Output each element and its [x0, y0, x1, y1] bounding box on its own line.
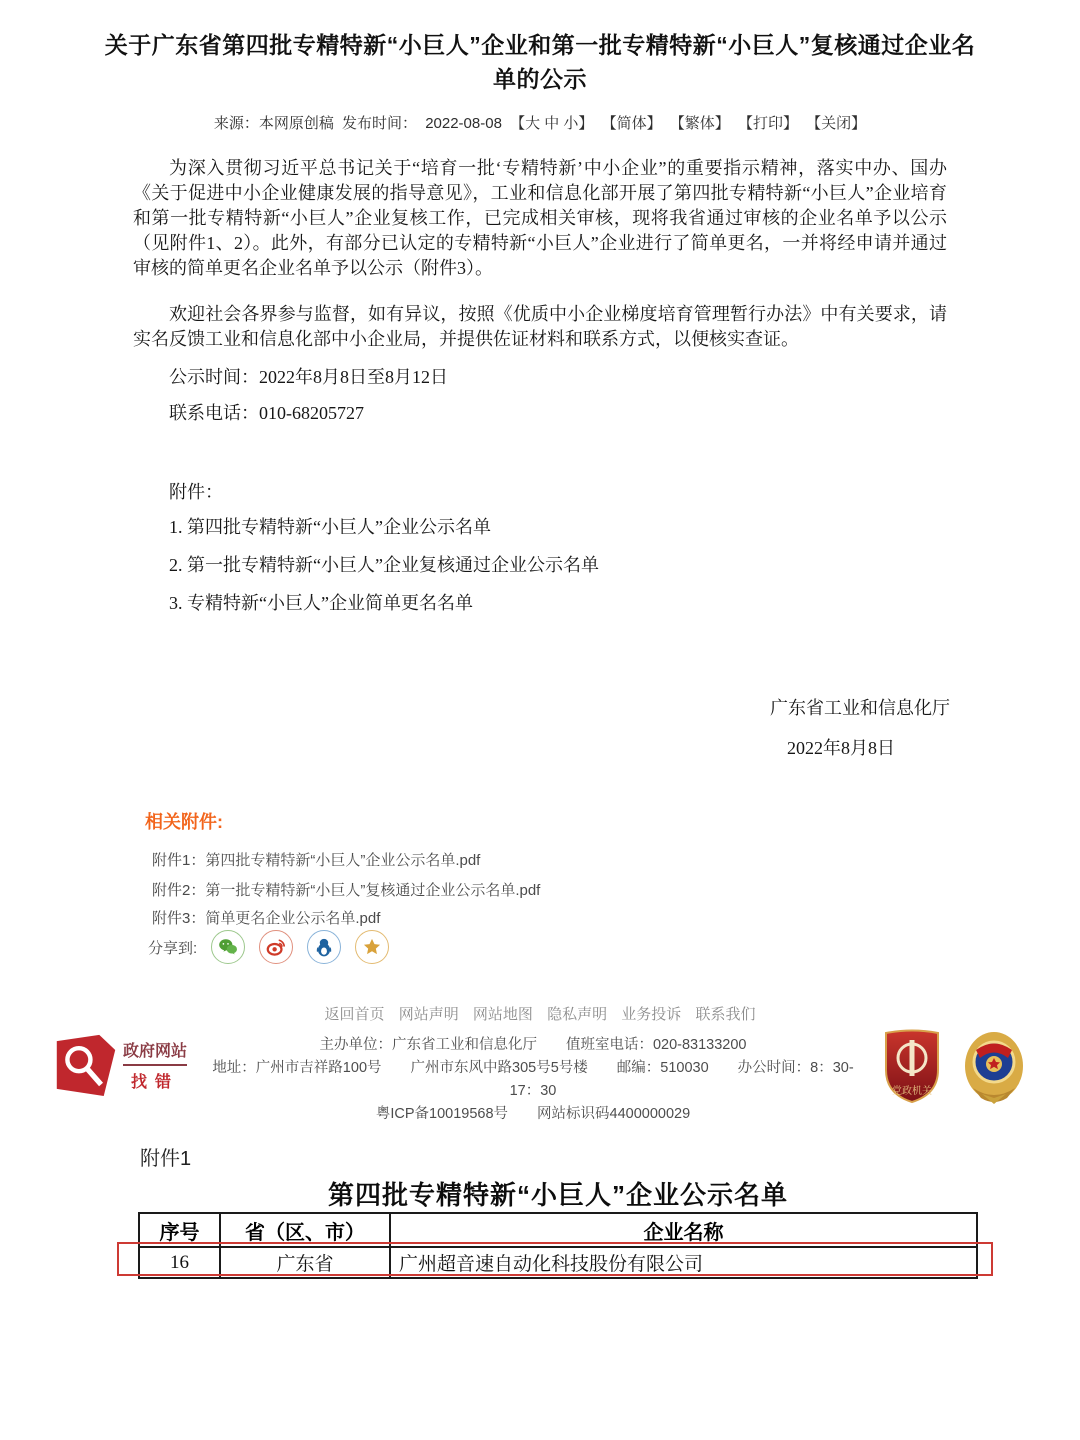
share-label: 分享到:: [148, 939, 198, 957]
footer-nav-contact[interactable]: 联系我们: [695, 1006, 756, 1023]
footer-host-line: 主办单位：广东省工业和信息化厅 值班室电话：020-83133200: [319, 1037, 747, 1053]
footer-address-line: 地址：广州市吉祥路100号 广州市东风中路305号5号楼 邮编：510030 办公时间：8：30-17：30: [212, 1060, 854, 1099]
traditional-button[interactable]: 【繁体】: [669, 115, 730, 132]
finderr-text: [123, 1038, 187, 1092]
weibo-icon: [265, 936, 287, 958]
magnifier-icon: [55, 1034, 117, 1096]
attachment-item-1: 1. 第四批专精特新“小巨人”企业公示名单: [169, 517, 491, 537]
star-icon: [361, 936, 383, 958]
party-government-badge-icon: [883, 1028, 941, 1104]
finderr-line2: 找错: [131, 1074, 180, 1091]
cell-company: 广州超音速自动化科技股份有限公司: [390, 1247, 977, 1278]
source-label: 来源：本网原创稿: [213, 115, 334, 132]
issuer-signature: 广东省工业和信息化厅: [770, 698, 950, 718]
column-header-province: 省（区、市）: [220, 1213, 390, 1247]
wechat-icon: [217, 936, 239, 958]
footer-nav-statement[interactable]: 网站声明: [398, 1006, 459, 1023]
publish-time-label: 发布时间：: [342, 115, 418, 132]
related-file-link-1[interactable]: 附件1：第四批专精特新“小巨人”企业公示名单.pdf: [152, 852, 481, 869]
appendix-label: 附件1: [140, 1148, 192, 1170]
close-button[interactable]: 【关闭】: [806, 115, 867, 132]
attachments-label: 附件：: [169, 482, 223, 502]
wechat-share-icon[interactable]: [211, 930, 245, 964]
print-button[interactable]: 【打印】: [737, 115, 798, 132]
appendix-table-title: 第四批专精特新“小巨人”企业公示名单: [327, 1180, 788, 1210]
publish-date: 2022-08-08: [425, 115, 502, 132]
svg-text:党政机关: 党政机关: [892, 1086, 932, 1097]
page-title: 关于广东省第四批专精特新“小巨人”企业和第一批专精特新“小巨人”复核通过企业名单的公示: [104, 32, 976, 92]
footer-nav-privacy[interactable]: 隐私声明: [547, 1006, 608, 1023]
related-file-link-2[interactable]: 附件2：第一批专精特新“小巨人”复核通过企业公示名单.pdf: [152, 882, 541, 899]
weibo-share-icon[interactable]: [259, 930, 293, 964]
font-size-control[interactable]: 【大 中 小】: [510, 115, 594, 132]
issue-date: 2022年8月8日: [787, 738, 895, 758]
column-header-no: 序号: [139, 1213, 220, 1247]
party-government-badge[interactable]: [883, 1028, 941, 1104]
footer-nav-home[interactable]: 返回首页: [324, 1006, 385, 1023]
footer-badges: [861, 1028, 1025, 1104]
footer-info: [55, 1028, 1025, 1126]
footer-nav: [0, 1003, 1080, 1024]
table-header-row: [139, 1213, 977, 1247]
cell-no: 16: [139, 1247, 220, 1278]
meta-bar: [0, 112, 1080, 133]
finderr-line1: 政府网站: [123, 1038, 187, 1066]
publicity-time: 公示时间：2022年8月8日至8月12日: [169, 367, 448, 387]
footer-nav-sitemap[interactable]: 网站地图: [472, 1006, 533, 1023]
footer-center-text: [205, 1028, 861, 1126]
table-row: [139, 1247, 977, 1278]
body-paragraph-2: 欢迎社会各界参与监督，如有异议，按照《优质中小企业梯度培育管理暂行办法》中有关要求，请实名反馈工业和信息化部中小企业局，并提供佐证材料和联系方式，以便核实查证。: [133, 304, 947, 349]
footer-icp-line: 粤ICP备10019568号 网站标识码4400000029: [375, 1106, 691, 1122]
footer-nav-complaint[interactable]: 业务投诉: [621, 1006, 682, 1023]
related-file-link-3[interactable]: 附件3：简单更名企业公示名单.pdf: [152, 910, 381, 927]
police-badge-icon: [963, 1028, 1025, 1104]
gov-site-error-report-logo[interactable]: [55, 1034, 205, 1096]
company-roster-table: [138, 1212, 978, 1279]
column-header-company: 企业名称: [390, 1213, 977, 1247]
police-badge[interactable]: [963, 1028, 1025, 1104]
favorite-share-icon[interactable]: [355, 930, 389, 964]
simplified-button[interactable]: 【简体】: [601, 115, 662, 132]
related-attachments-heading: 相关附件:: [145, 812, 223, 832]
qq-share-icon[interactable]: [307, 930, 341, 964]
attachment-item-2: 2. 第一批专精特新“小巨人”企业复核通过企业公示名单: [169, 555, 599, 575]
cell-province: 广东省: [220, 1247, 390, 1278]
qq-icon: [313, 936, 335, 958]
share-row: [148, 930, 403, 964]
attachment-item-3: 3. 专精特新“小巨人”企业简单更名名单: [169, 593, 473, 613]
contact-phone: 联系电话：010-68205727: [169, 403, 364, 423]
body-paragraph-1: 为深入贯彻习近平总书记关于“培育一批‘专精特新’中小企业”的重要指示精神，落实中办、国办《关于促进中小企业健康发展的指导意见》，工业和信息化部开展了第四批专精特新“小巨人”企业培育和第一批专精特新“小巨人”企业复核工作，已完成相关审核，现将我省通过审核的企业名单予以公示（见附件1、2）。此外，有部分已认定的专精特新“小巨人”企业进行了简单更名，一并将经申请并通过审核的简单更名企业名单予以公示（附件3）。: [133, 158, 947, 278]
